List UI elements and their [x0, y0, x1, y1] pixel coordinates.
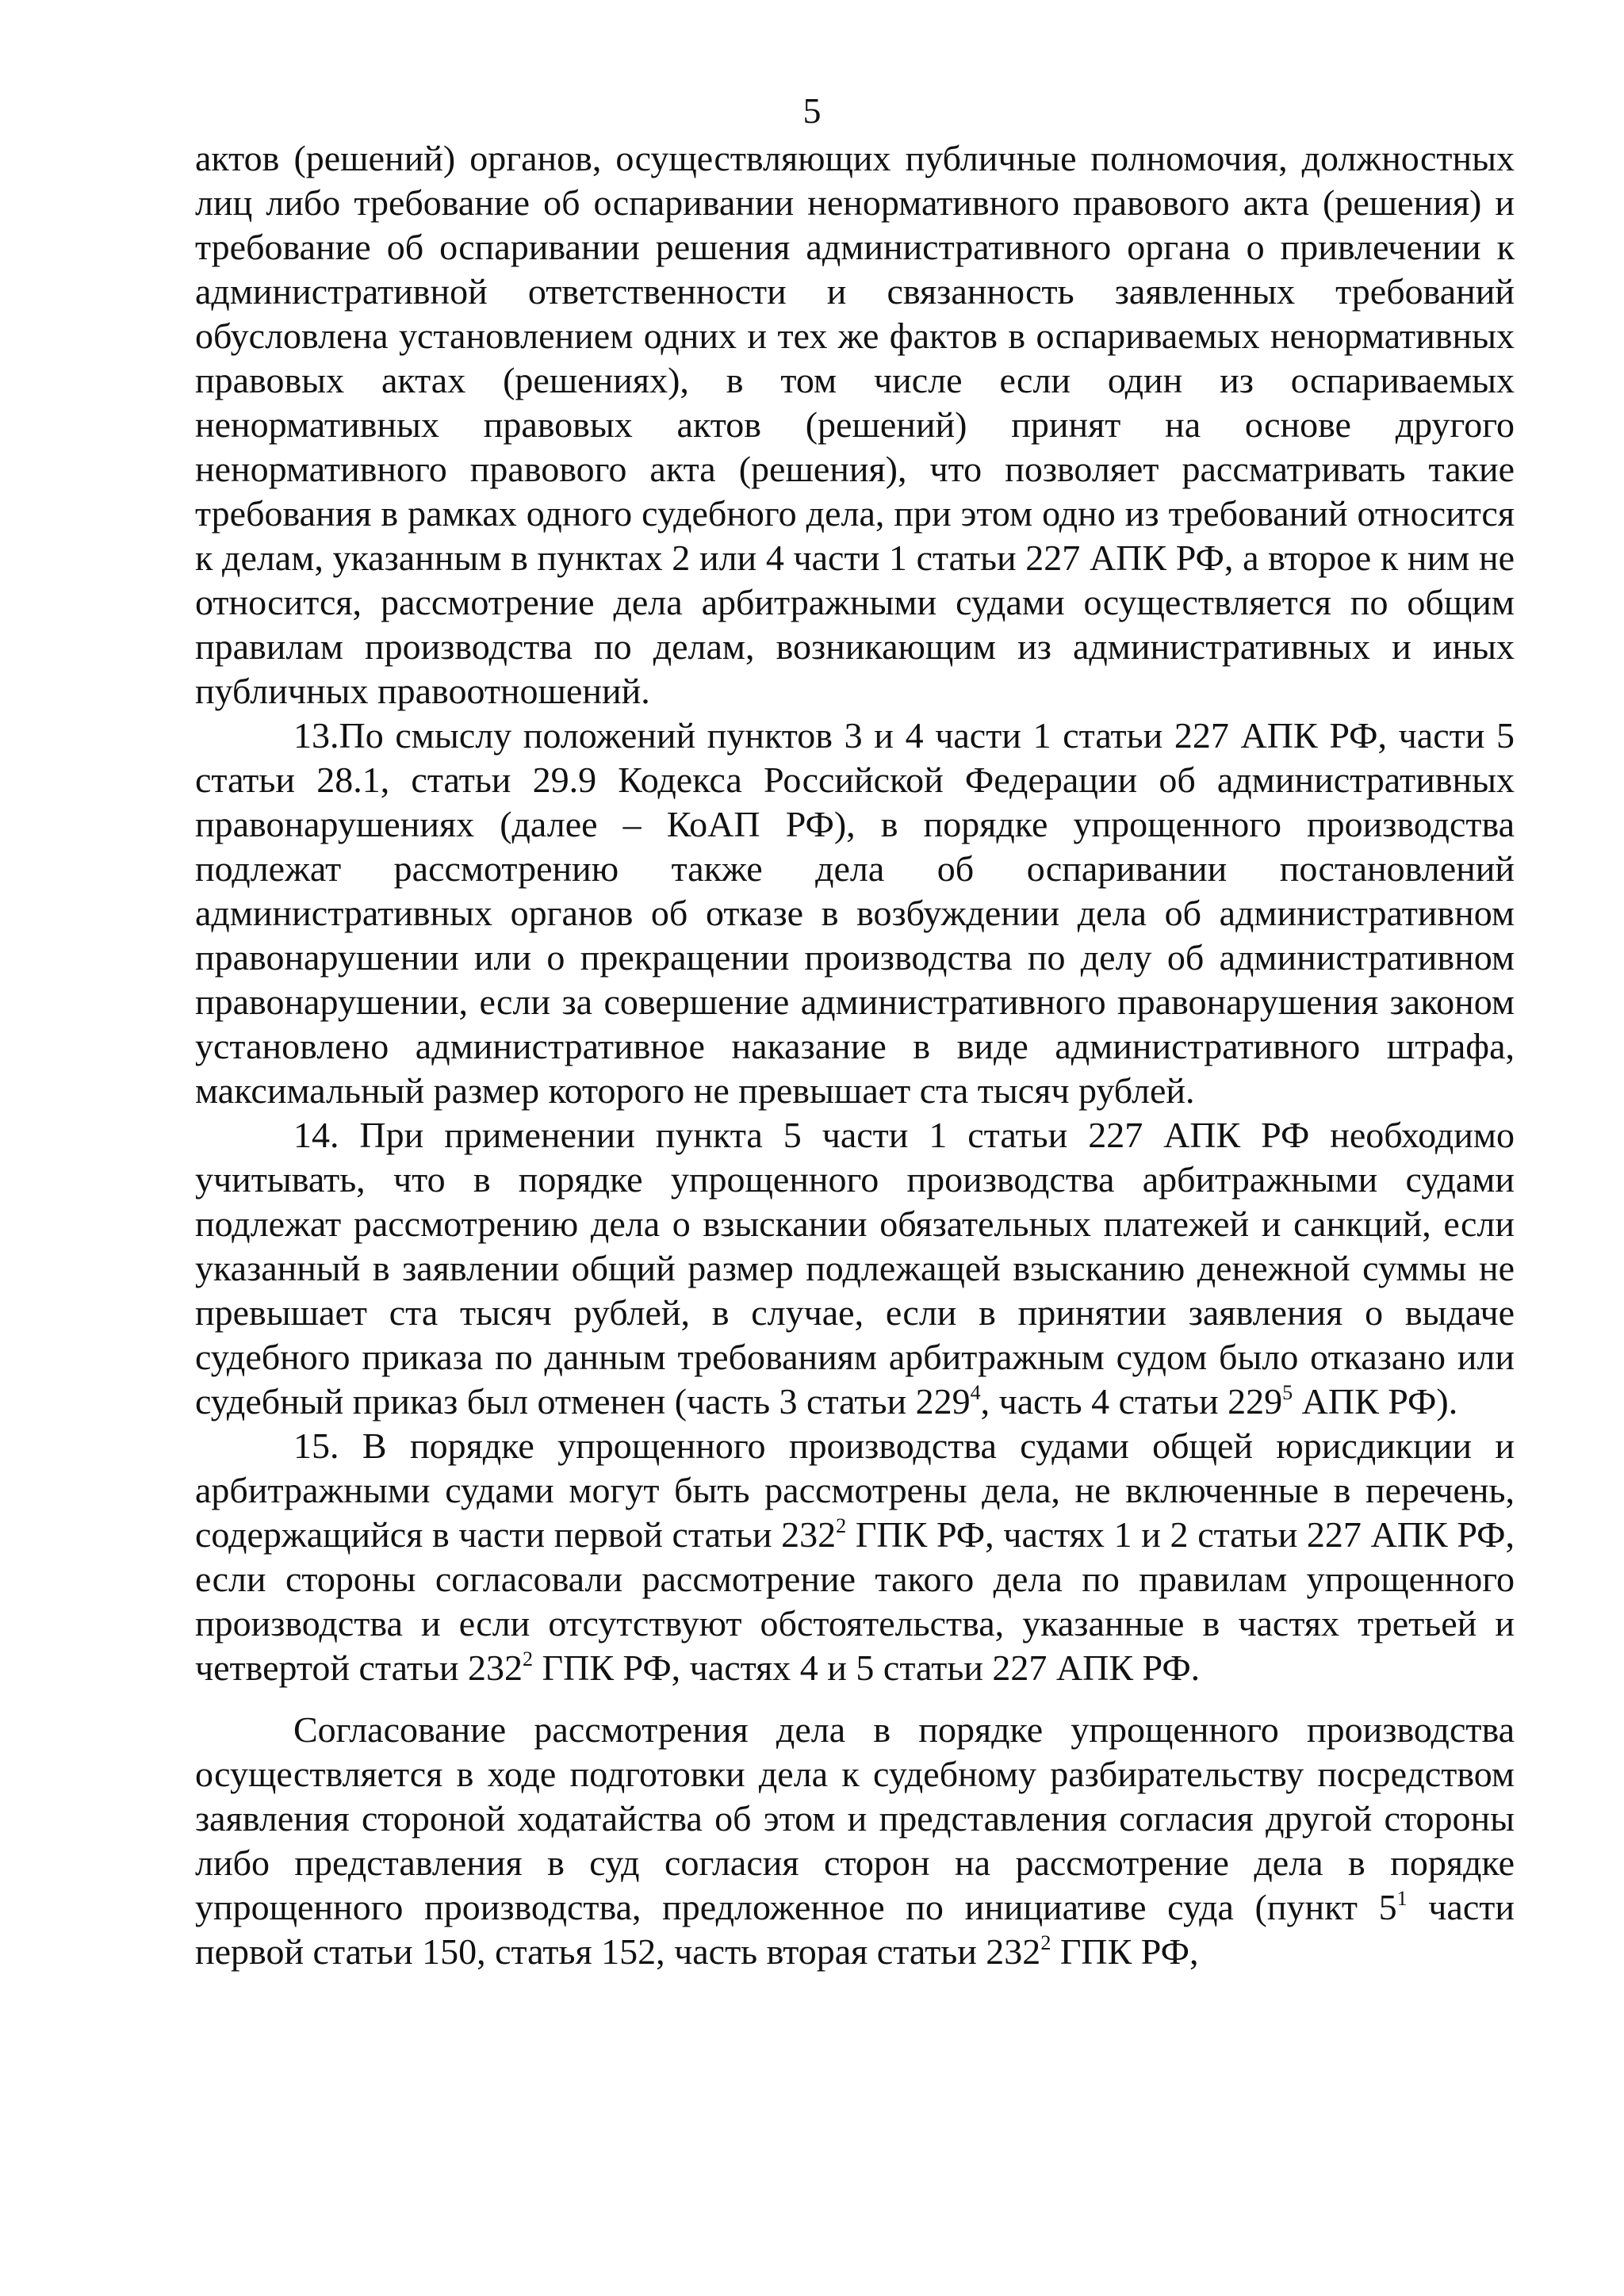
paragraph-text: Согласование рассмотрения дела в порядке упрощенного производства осуществляется в ходе подготовки дела к судебному разбирательству посредством заявления стороной ходатайства об этом и представления согласия другой стороны либо представления в суд согласия сторон на рассмотрение дела в порядке упрощенного производства, предложенное по инициативе суда (пункт 5	[195, 1709, 1515, 1927]
superscript-index: 5	[1282, 1381, 1293, 1404]
paragraph	[195, 1708, 1515, 1974]
paragraph-text: АПК РФ).	[1293, 1381, 1458, 1422]
superscript-index: 1	[1396, 1887, 1408, 1910]
paragraph-text: части первой статьи 150, статья 152, часть вторая статьи 232	[195, 1887, 1515, 1972]
document-body	[195, 136, 1515, 1974]
paragraph-text: актов (решений) органов, осуществляющих публичные полномочия, должностных лиц либо требование об оспаривании ненормативного правового акта (решения) и требование об оспаривании решения административного органа о привлечении к административной ответственности и связанность заявленных требований обусловлена установлением одних и тех же фактов в оспариваемых ненормативных правовых актах (решениях), в том числе если один из оспариваемых ненормативных правовых актов (решений) принят на основе другого ненормативного правового акта (решения), что позволяет рассматривать такие требования в рамках одного судебного дела, при этом одно из требований относится к делам, указанным в пунктах 2 или 4 части 1 статьи 227 АПК РФ, а второе к ним не относится, рассмотрение дела арбитражными судами осуществляется по общим правилам производства по делам, возникающим из административных и иных публичных правоотношений.	[195, 138, 1515, 711]
superscript-index: 2	[523, 1647, 534, 1670]
paragraph-text: , часть 4 статьи 229	[980, 1381, 1283, 1422]
paragraph-text: ГПК РФ, частях 4 и 5 статьи 227 АПК РФ.	[533, 1647, 1201, 1688]
paragraph-text: ГПК РФ,	[1051, 1931, 1199, 1972]
paragraph-text: 13.По смыслу положений пунктов 3 и 4 части 1 статьи 227 АПК РФ, части 5 статьи 28.1, статьи 29.9 Кодекса Российской Федерации об административных правонарушениях (далее – КоАП РФ), в порядке упрощенного производства подлежат рассмотрению также дела об оспаривании постановлений административных органов об отказе в возбуждении дела об административном правонарушении или о прекращении производства по делу об административном правонарушении, если за совершение административного правонарушения законом установлено административное наказание в виде административного штрафа, максимальный размер которого не превышает ста тысяч рублей.	[195, 715, 1515, 1111]
paragraph-text: ГПК РФ, частях 1 и 2 статьи 227 АПК РФ, если стороны согласовали рассмотрение такого дела по правилам упрощенного производства и если отсутствуют обстоятельства, указанные в частях третьей и четвертой статьи 232	[195, 1514, 1515, 1688]
paragraph	[195, 714, 1515, 1113]
paragraph	[195, 1424, 1515, 1690]
superscript-index: 2	[1040, 1931, 1051, 1954]
paragraph	[195, 1113, 1515, 1424]
paragraph	[195, 136, 1515, 714]
superscript-index: 4	[970, 1381, 981, 1404]
superscript-index: 2	[836, 1514, 847, 1537]
page-number: 5	[802, 90, 822, 131]
paragraph-text: 14. При применении пункта 5 части 1 статьи 227 АПК РФ необходимо учитывать, что в порядке упрощенного производства арбитражными судами подлежат рассмотрению дела о взыскании обязательных платежей и санкций, если указанный в заявлении общий размер подлежащей взысканию денежной суммы не превышает ста тысяч рублей, в случае, если в принятии заявления о выдаче судебного приказа по данным требованиям арбитражным судом было отказано или судебный приказ был отменен (часть 3 статьи 229	[195, 1115, 1515, 1422]
paragraph-text: 15. В порядке упрощенного производства судами общей юрисдикции и арбитражными судами могут быть рассмотрены дела, не включенные в перечень, содержащийся в части первой статьи 232	[195, 1425, 1515, 1555]
